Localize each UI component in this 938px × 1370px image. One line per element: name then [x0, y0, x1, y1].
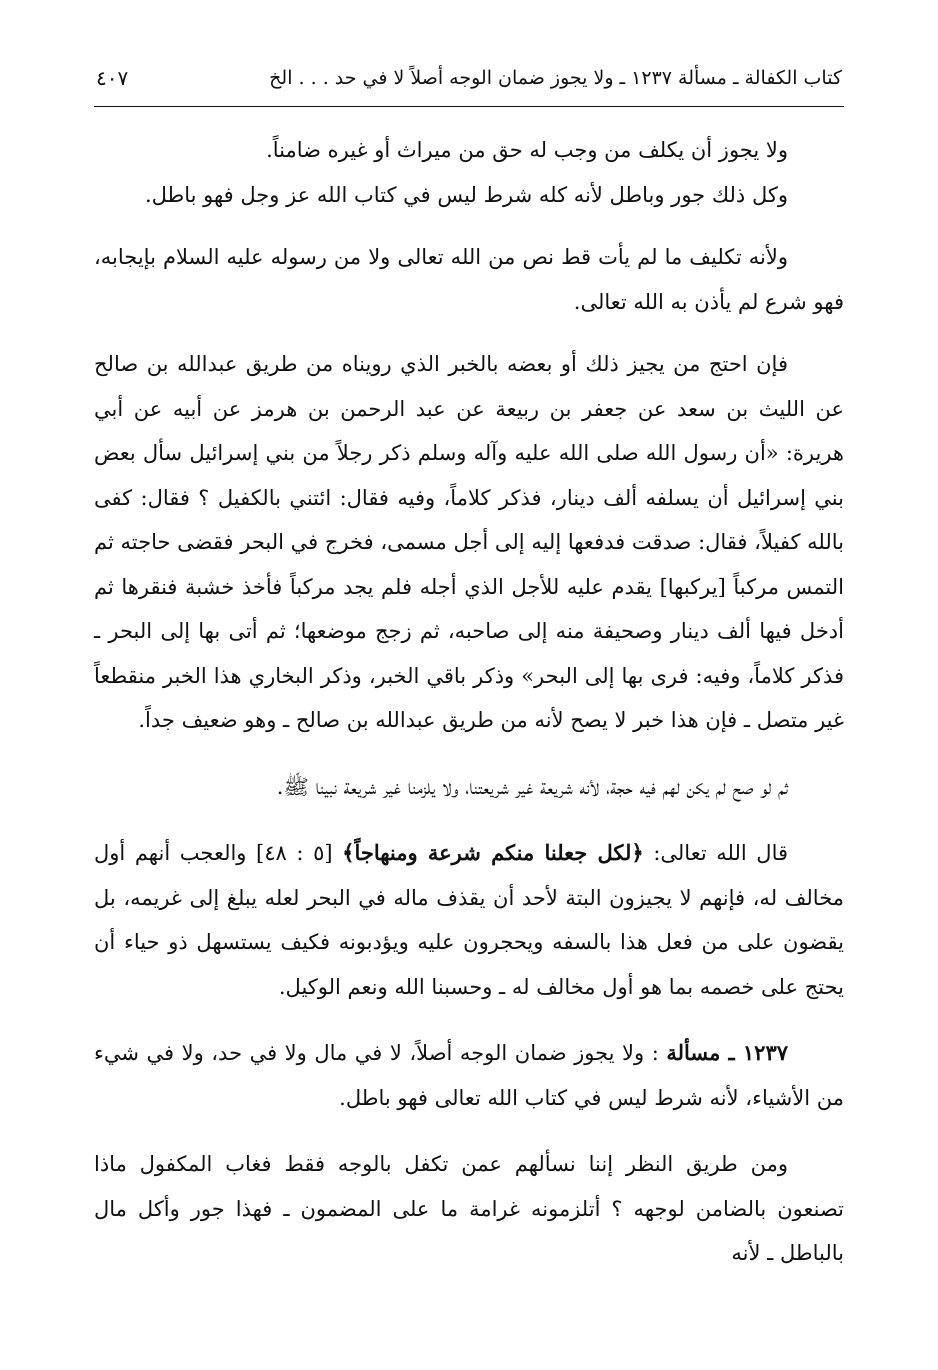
paragraph-guarantor-obligation: ولا يجوز أن يكلف من وجب له حق من ميراث أو غيره ضامناً.	[266, 138, 788, 162]
paragraph-issue-1237	[94, 1031, 844, 1120]
running-header	[96, 58, 842, 98]
running-header-title: كتاب الكفالة ـ مسألة ١٢٣٧ ـ ولا يجوز ضمان الوجه أصلاً لا في حد . . . الخ	[269, 67, 842, 89]
quran-verse: ﴿لكل جعلنا منكم شرعة ومنهاجاً﴾	[342, 840, 644, 865]
page-number: ٤٠٧	[96, 66, 129, 90]
page-body	[94, 128, 844, 1276]
quran-commentary: [٥ : ٤٨] والعجب أنهم أول مخالف له، فإنهم لا يجيزون البتة لأحد أن يقذف ماله في البحر لعله يبلغ إلى غريمه، بل يقضون على من فعل هذا بالسفه ويحجرون عليه ويؤدبونه فكيف يستسهل ذو حياء أن يحتج على خصمه بما هو أول مخالف له ـ وحسبنا الله ونعم الوكيل.	[94, 841, 844, 999]
paragraph-hadith: فإن احتج من يجيز ذلك أو بعضه بالخبر الذي رويناه من طريق عبدالله بن صالح عن الليث بن سعد عن جعفر بن ربيعة عن عبد الرحمن بن هرمز عن أبيه عن أبي هريرة: «أن رسول الله صلى الله عليه وآله وسلم ذكر رجلاً من بني إسرائيل سأل بعض بني إسرائيل أن يسلفه ألف دينار، فذكر كلاماً، وفيه فقال: ائتني بالكفيل ؟ فقال: كفى بالله كفيلاً، فقال: صدقت فدفعها إليه إلى أجل مسمى، فخرج في البحر فقضى حاجته ثم التمس مركباً [يركبها] يقدم عليه للأجل الذي أجله فلم يجد مركباً فأخذ خشبة فنقرها ثم أدخل فيها ألف دينار وصحيفة منه إلى صاحبه، ثم زجج موضعها؛ ثم أتى بها إلى البحر ـ فذكر كلاماً، وفيه: فرى بها إلى البحر» وذكر باقي الخبر، وذكر البخاري هذا الخبر منقطعاً غير متصل ـ فإن هذا خبر لا يصح لأنه من طريق عبدالله بن صالح ـ وهو ضعيف جداً.	[94, 352, 844, 732]
issue-text: : ولا يجوز ضمان الوجه أصلاً، لا في مال ولا في حد، ولا في شيء من الأشياء، لأنه شرط ليس في كتاب الله تعالى فهو باطل.	[94, 1041, 844, 1110]
issue-heading: ١٢٣٧ ـ مسألة	[666, 1040, 789, 1065]
paragraph-quran-citation	[94, 831, 844, 1009]
header-rule	[94, 106, 844, 107]
quran-intro: قال الله تعالى:	[643, 841, 788, 865]
paragraph-no-text: ولأنه تكليف ما لم يأت قط نص من الله تعالى ولا من رسوله عليه السلام بإيجابه، فهو شرع لم يأذن به الله تعالى.	[94, 245, 844, 314]
paragraph-other-law: ثم لو صح لم يكن لهم فيه حجة، لأنه شريعة غير شريعتنا، ولا يلزمنا غير شريعة نبينا ﷺ.	[276, 774, 788, 799]
paragraph-reasoning: ومن طريق النظر إننا نسألهم عمن تكفل بالوجه فقط فغاب المكفول ماذا تصنعون بالضامن لوجهه ؟ أتلزمونه غرامة ما على المضمون ـ فهذا جور وأكل مال بالباطل ـ لأنه	[94, 1152, 844, 1265]
paragraph-invalid-condition: وكل ذلك جور وباطل لأنه كله شرط ليس في كتاب الله عز وجل فهو باطل.	[144, 182, 788, 207]
